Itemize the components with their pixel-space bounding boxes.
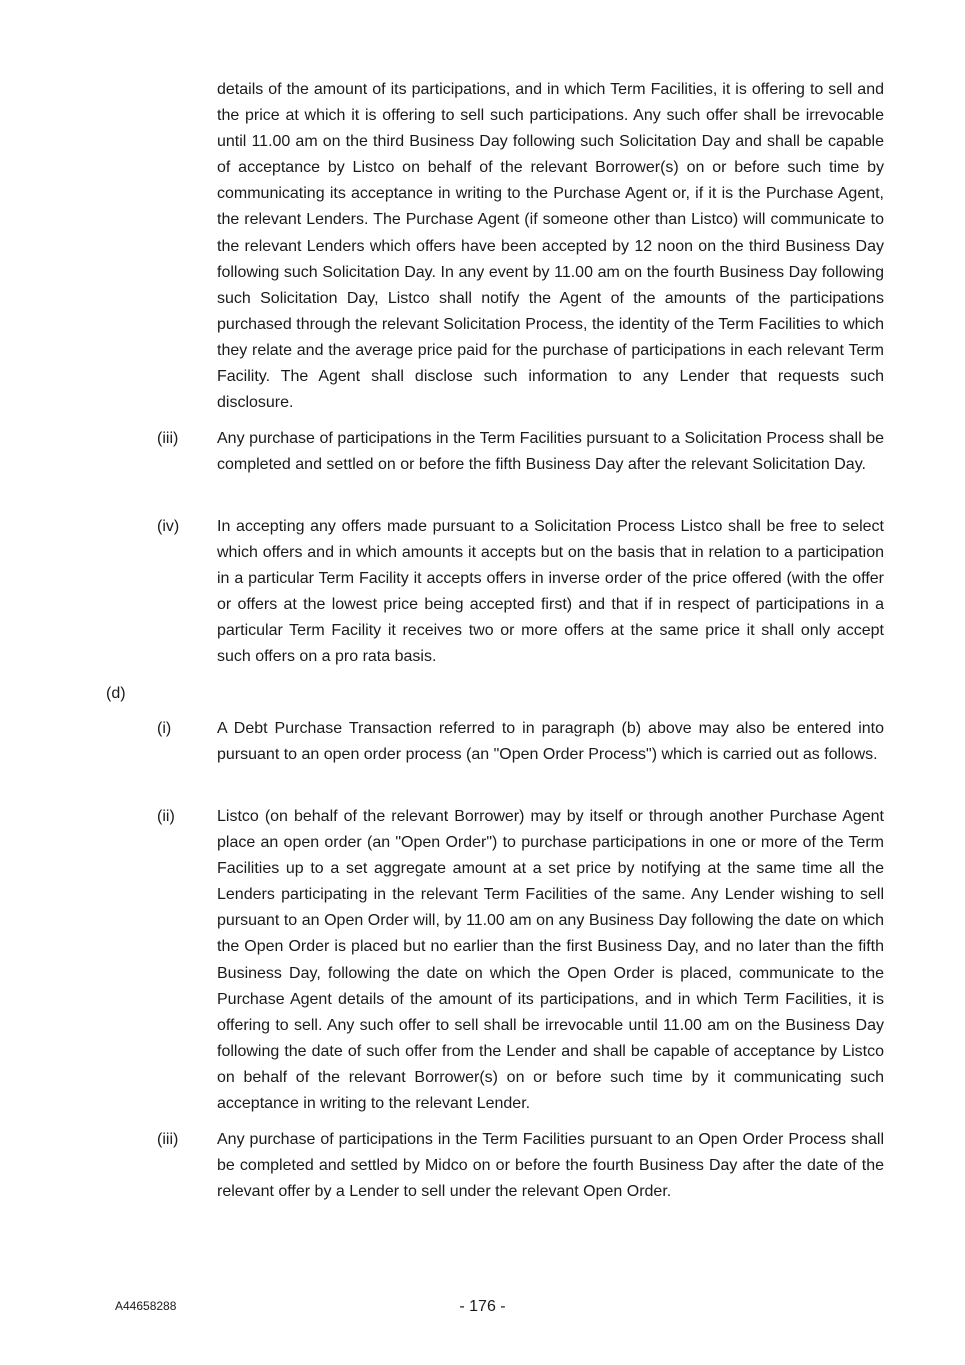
item-number: (iii) xyxy=(157,430,179,447)
section-label: (d) xyxy=(106,685,126,702)
page-number: - 176 - xyxy=(459,1298,506,1315)
item-number: (i) xyxy=(157,720,172,737)
item-text: A Debt Purchase Transaction referred to in paragraph (b) above may also be entered into pursuant to an open order process (an "Open Order Process") which is carried out as follows. xyxy=(217,720,884,764)
item-number: (iii) xyxy=(157,1131,179,1148)
item-text: Listco (on behalf of the relevant Borrower) may by itself or through another Purchase Agent place an open order (an "Open Order") to purchase participations in one or more of the Term Facilities up to a set aggregate amount at a set price by notifying at the same time all the Lenders participating in the relevant Term Facilities of the same. Any Lender wishing to sell pursuant to an Open Order will, by 11.00 am on any Business Day following the date on which the Open Order is placed but no earlier than the first Business Day, and no later than the fifth Business Day, following the date on which the Open Order is placed, communicate to the Purchase Agent details of the amount of its participations, and in which Term Facilities, it is offering to sell. Any such offer to sell shall be irrevocable until 11.00 am on the Business Day following the date of such offer from the Lender and shall be capable of acceptance by Listco on behalf of the relevant Borrower(s) on or before such time by it communicating such acceptance in writing to the relevant Lender. xyxy=(217,808,884,1113)
continuation-paragraph: details of the amount of its participations, and in which Term Facilities, it is offering to sell and the price at which it is offering to sell such participations. Any such offer shall be irrevocable until 11.00 am on the third Business Day following such Solicitation Day and shall be capable of acceptance by Listco on behalf of the relevant Borrower(s) on or before such time by communicating its acceptance in writing to the Purchase Agent or, if it is the Purchase Agent, the relevant Lenders. The Purchase Agent (if someone other than Listco) will communicate to the relevant Lenders which offers have been accepted by 12 noon on the third Business Day following such Solicitation Day. In any event by 11.00 am on the fourth Business Day following such Solicitation Day, Listco shall notify the Agent of the amounts of the participations purchased through the relevant Solicitation Process, the identity of the Term Facilities to which they relate and the average price paid for the purchase of participations in each relevant Term Facility. The Agent shall disclose such information to any Lender that requests such disclosure. xyxy=(217,81,884,412)
item-text: In accepting any offers made pursuant to a Solicitation Process Listco shall be free to select which offers and in which amounts it accepts but on the basis that in relation to a participation in a particular Term Facility it accepts offers in inverse order of the price offered (with the offer or offers at the lowest price being accepted first) and that if in respect of participations in a particular Term Facility it receives two or more offers at the same price it shall only accept such offers on a pro rata basis. xyxy=(217,518,884,666)
document-reference: A44658288 xyxy=(115,1299,177,1313)
item-number: (iv) xyxy=(157,518,180,535)
item-text: Any purchase of participations in the Term Facilities pursuant to a Solicitation Process shall be completed and settled on or before the fifth Business Day after the relevant Solicitation Day. xyxy=(217,430,884,474)
item-number: (ii) xyxy=(157,808,175,825)
item-text: Any purchase of participations in the Term Facilities pursuant to an Open Order Process shall be completed and settled by Midco on or before the fourth Business Day after the date of the relevant offer by a Lender to sell under the relevant Open Order. xyxy=(217,1131,884,1201)
